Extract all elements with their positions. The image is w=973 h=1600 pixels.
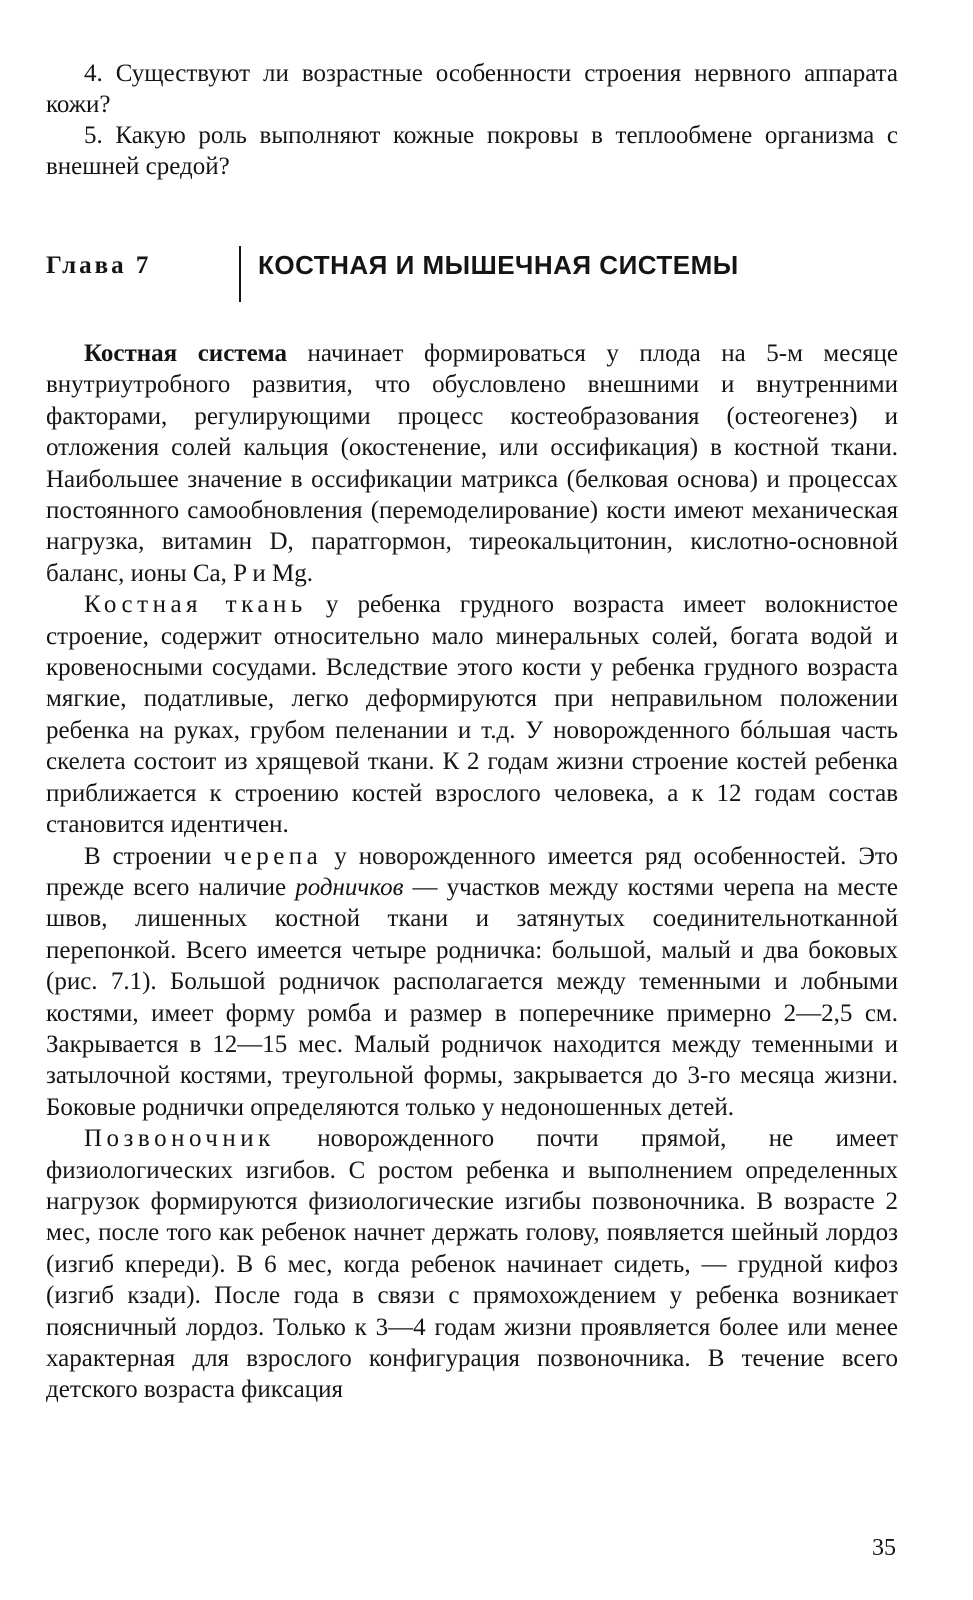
paragraph-text: у ребенка грудного возраста имеет волокнистое строение, содержит относительно мало минеральных солей, богата водой и кровеносными сосудами. Вследствие этого кости у ребенка грудного возраста мягкие, податливые, легко деформируются при неправильном положении ребенка на руках, грубом пеленании и т.д. У новорожденного бóльшая часть скелета состоит из хрящевой ткани. К 2 годам жизни строение костей ребенка приближается к строению костей взрослого человека, а к 12 годам состав становится идентичен.	[46, 591, 898, 839]
paragraph-text: новорожденного почти прямой, не имеет физиологических изгибов. С ростом ребенка и выполнением определенных нагрузок формируются физиологические изгибы позвоночника. В возрасте 2 мес, после того как ребенок начнет держать голову, появляется шейный лордоз (изгиб кпереди). В 6 мес, когда ребенок начинает сидеть, — грудной кифоз (изгиб кзади). После года в связи с прямохождением у ребенка возникает поясничный лордоз. Только к 3—4 годам жизни проявляется более или менее характерная для взрослого конфигурация позвоночника. В течение всего детского возраста фиксация	[46, 1125, 898, 1404]
paragraph-lead: В строении	[84, 842, 224, 870]
term-fontanelles: родничков	[295, 873, 404, 901]
chapter-heading	[46, 246, 898, 338]
paragraph-text: у новорожденного имеется ряд особенностей. Это прежде всего наличие	[46, 842, 898, 901]
paragraph-text: — участков между костями черепа на месте швов, лишенных костной ткани и затянутых соединительнотканной перепонкой. Всего имеется четыре родничка: большой, малый и два боковых (рис. 7.1). Большой родничок располагается между теменными и лобными костями, имеет форму ромба и размер в поперечнике примерно 2—2,5 см. Закрывается в 12—15 мес. Малый родничок находится между теменными и затылочной костями, треугольной формы, закрывается до 3-го месяца жизни. Боковые роднички определяются только у недоношенных детей.	[46, 873, 899, 1121]
term-skull: черепа	[223, 842, 323, 870]
book-page	[46, 58, 898, 1406]
term-spine: Позвоночник	[84, 1125, 275, 1153]
paragraph-spine	[46, 1123, 898, 1406]
paragraph-skeletal-system	[46, 338, 898, 589]
term-bone-tissue: Костная ткань	[84, 591, 307, 619]
chapter-divider	[239, 246, 241, 302]
paragraph-bone-tissue	[46, 589, 898, 840]
term-skeletal-system: Костная система	[84, 340, 288, 367]
chapter-title: КОСТНАЯ И МЫШЕЧНАЯ СИСТЕМЫ	[258, 250, 739, 280]
chapter-label: Глава 7	[46, 252, 152, 279]
paragraph-text: начинает формироваться у плода на 5-м месяце внутриутробного развития, что обусловлено внешними и внутренними факторами, регулирующими процесс костеобразования (остеогенез) и отложения солей кальция (окостенение, или оссификация) в костной ткани. Наибольшее значение в оссификации матрикса (белковая основа) и процессах постоянного самообновления (перемоделирование) кости имеют механическая нагрузка, витамин D, паратгормон, тиреокальцитонин, кислотно-основной баланс, ионы Ca, P и Mg.	[46, 340, 898, 587]
paragraph-skull	[46, 841, 898, 1124]
review-question-5: 5. Какую роль выполняют кожные покровы в теплообмене организма с внешней средой?	[46, 122, 898, 180]
review-question-4: 4. Существуют ли возрастные особенности строения нервного аппарата кожи?	[46, 60, 898, 118]
page-number: 35	[872, 1535, 896, 1561]
